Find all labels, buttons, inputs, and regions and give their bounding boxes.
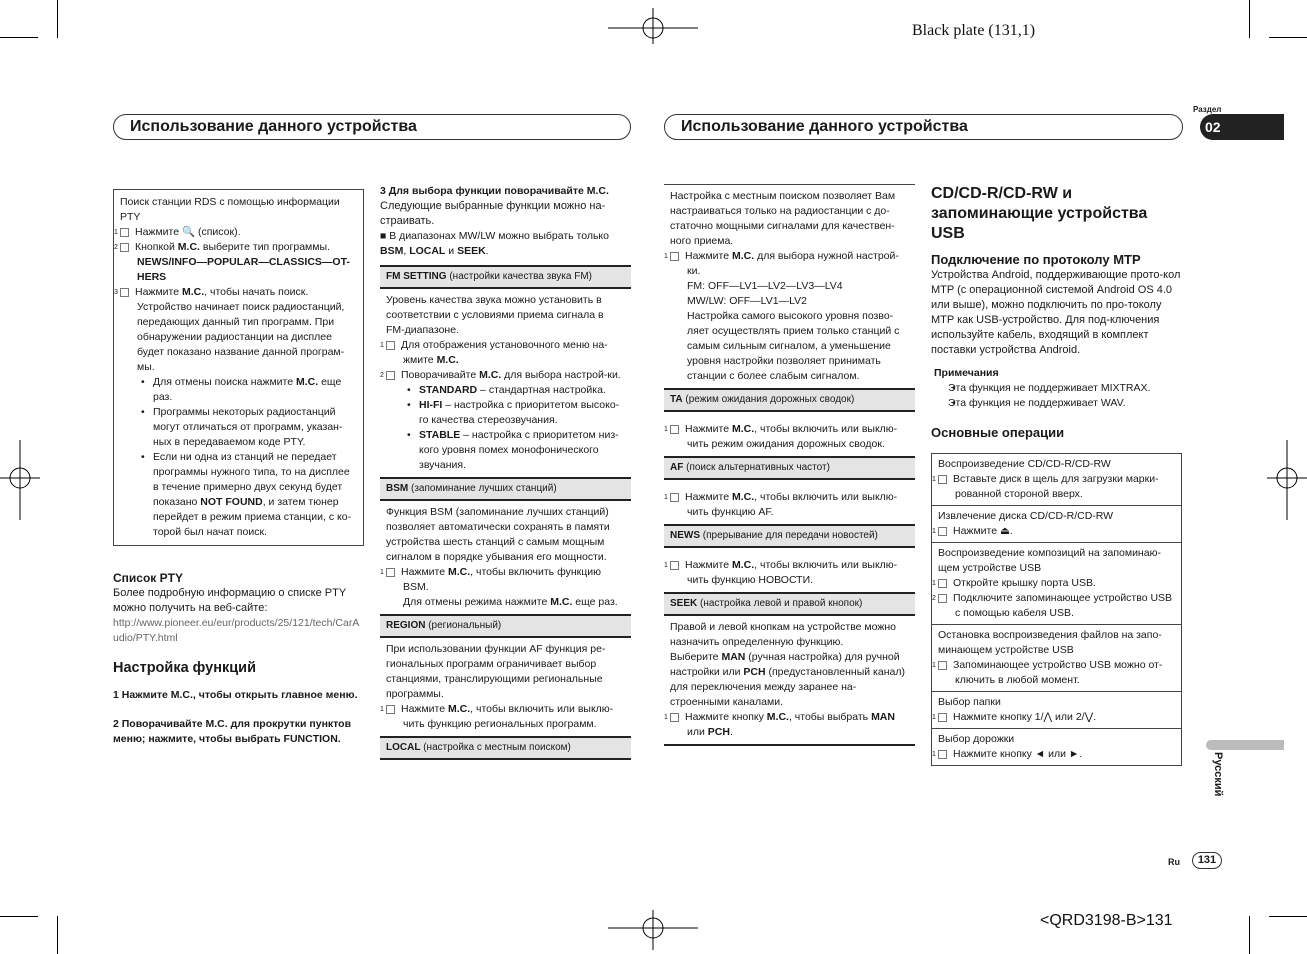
language-tab [1206,740,1284,750]
crop-mark [0,37,38,38]
rds-pty-box [113,189,364,546]
crop-mark [1249,916,1250,954]
cd-usb-title: CD/CD-R/CD-RW и запоминающие устройства USB [931,185,1148,242]
pty-link[interactable]: http://www.pioneer.eu/eur/products/25/121/tech/CarAudio/PTY.html [113,617,360,644]
region-body: При использовании функции AF функция ре-гиональных программ ограничивает выбор станциями, транслирующими региональные программы. 1 Нажмите M.C., чтобы включить или выклю-чить функцию региональных программ. [380,643,614,730]
bsm-bar: BSM (запоминание лучших станций) [380,477,631,501]
step-1: 1 Нажмите 🔍 (список). [114,226,241,238]
column-1 [113,189,364,747]
bullet: • Если ни одна из станций не передает программы нужного типа, то на дисплее в течение примерно двух секунд будет показано NOT FOUND, и затем тюнер перейдет в режим приема станции, с ко-торой был начат поиск. [120,450,357,540]
crop-mark [57,0,58,38]
page-number: 131 [1192,852,1222,869]
crop-mark [0,916,38,917]
note: ■ В диапазонах MW/LW можно выбрать только BSM, LOCAL и SEEK. [380,230,609,257]
local-bar: LOCAL (настройка с местным поиском) [380,736,631,760]
language-label: Русский [1212,752,1224,797]
fm-setting-bar: FM SETTING (настройки качества звука FM) [380,265,631,289]
plate-label: Black plate (131,1) [912,22,1036,39]
step-2: 2 Кнопкой M.C. выберите тип программы. [114,241,330,253]
pty-types: NEWS/INFO—POPULAR—CLASSICS—OT-HERS [137,256,350,283]
func-step-2: 2 Поворачивайте M.C. для прокрутки пунктов меню; нажмите, чтобы выбрать FUNCTION. [113,718,352,745]
op-play-cd: Воспроизведение CD/CD-R/CD-RW 1 Вставьте диск в щель для загрузки марки-рованной стороной вверх. [932,453,1181,505]
op-play-usb: Воспроизведение композиций на запоминаю-щем устройстве USB 1 Откройте крышку порта USB. 2 Подключите запоминающее устройство USB с помощью кабеля USB. [932,542,1181,624]
ta-body: 1 Нажмите M.C., чтобы включить или выклю-чить режим ожидания дорожных сводок. [664,423,898,450]
op-stop-usb: Остановка воспроизведения файлов на запо-минающем устройстве USB 1 Запоминающее устройство USB можно от-ключить в любой момент. [932,624,1181,691]
registration-mark [608,8,698,44]
section-label: Раздел [1193,105,1222,114]
section-number-tab: 02 [1200,114,1284,140]
func-step-3: 3 Для выбора функции поворачивайте M.C. [380,185,609,197]
bullet: • Программы некоторых радиостанций могут отличаться от программ, указан-ных в передаваемом коде PTY. [120,405,357,450]
crop-mark [1269,37,1307,38]
pty-list-title: Список PTY [113,571,183,585]
af-bar: AF (поиск альтернативных частот) [664,456,915,480]
func-step-1: 1 Нажмите M.C., чтобы открыть главное меню. [113,689,358,701]
news-bar: NEWS (прерывание для передачи новостей) [664,524,915,548]
registration-mark [1267,440,1307,520]
news-body: 1 Нажмите M.C., чтобы включить или выклю-чить функцию НОВОСТИ. [664,559,898,586]
func-step-3-text: Следующие выбранные функции можно на-страивать. [380,200,606,227]
box-title: Поиск станции RDS с помощью информации PTY [120,196,340,223]
crop-mark [1249,0,1250,38]
seek-bar: SEEK (настройка левой и правой кнопок) [664,592,915,616]
registration-mark [608,910,698,950]
ops-title: Основные операции [931,425,1065,440]
note-mixtrax: • Эта функция не поддерживает MIXTRAX. [931,381,1182,396]
header-right: Использование данного устройства [664,114,1183,140]
region-bar: REGION (региональный) [380,614,631,638]
column-3 [664,184,915,746]
op-track: Выбор дорожки 1 Нажмите кнопку ◄ или ►. [932,728,1181,765]
mtp-text: Устройства Android, поддерживающие прото-кол MTP (с операционной системой Android OS 4.0 или выше), можно подключить по про-токолу MTP как USB-устройство. Для под-ключения используйте кабель, входящий в комплект поставки устройства Android. [931,269,1181,356]
fm-setting-body: Уровень качества звука можно установить в соответствии с условиями приема сигнала в FM-диапазоне. 1 Для отображения установочного меню на-жмите M.C. 2 Поворачивайте M.C. для выбора настрой-ки. • STANDARD – стандартная настройка. • HI-FI – настройка с приоритетом высоко-го качества стереозвучания. • STABLE – настройка с приоритетом низ-кого уровня помех монофонического звучания. [380,289,631,477]
step-3: 3 Нажмите M.C., чтобы начать поиск. Устройство начинает поиск радиостанций, передающих данный тип программ. При обнаружении радиостанции на дисплее будет показано название данной програм-мы. [114,286,345,373]
seek-body: Правой и левой кнопкам на устройстве можно назначить определенную функцию. Выберите MAN (ручная настройка) для ручной настройки или PCH (предустановленный канал) для переключения между заранее на-строенными каналами. 1 Нажмите кнопку M.C., чтобы выбрать MAN или PCH. [664,616,915,746]
header-left: Использование данного устройства [113,114,631,140]
func-title: Настройка функций [113,660,256,676]
crop-mark [57,916,58,954]
crop-mark [1269,916,1307,917]
ops-table [931,453,1182,766]
op-eject-cd: Извлечение диска CD/CD-R/CD-RW 1 Нажмите ⏏. [932,505,1181,542]
local-body: Настройка с местным поиском позволяет Вам настраиваться только на радиостанции с до-статочно мощными сигналами для качествен-ного приема. 1 Нажмите M.C. для выбора нужной настрой-ки. FM: OFF—LV1—LV2—LV3—LV4 MW/LW: OFF—LV1—LV2 Настройка самого высокого уровня позво-ляет осуществлять прием только станций с самым сильным сигналом, а уменьшение уровня настройки позволяет принимать станции с более слабым сигналом. [664,184,915,388]
column-4 [931,184,1182,766]
bsm-body: Функция BSM (запоминание лучших станций) позволяет автоматически сохранять в памяти устройства шесть станций с самым мощным сигналом в порядке убывания его мощности. 1 Нажмите M.C., чтобы включить функцию BSM. Для отмены режима нажмите M.C. еще раз. [380,506,618,608]
af-body: 1 Нажмите M.C., чтобы включить или выклю-чить функцию AF. [664,491,898,518]
notes-title: Примечания [934,367,999,379]
registration-mark [0,440,40,520]
bullet: • Для отмены поиска нажмите M.C. еще раз. [120,375,357,405]
note-wav: • Эта функция не поддерживает WAV. [931,396,1182,411]
op-folder: Выбор папки 1 Нажмите кнопку 1/⋀ или 2/⋁. [932,691,1181,728]
mtp-title: Подключение по протоколу MTP [931,252,1141,267]
lang-code: Ru [1168,857,1180,867]
column-2 [380,184,631,760]
ta-bar: TA (режим ожидания дорожных сводок) [664,388,915,412]
doc-code: <QRD3198-B>131 [1040,912,1173,929]
pty-list-text: Более подробную информацию о списке PTY можно получить на веб-сайте: [113,587,346,614]
